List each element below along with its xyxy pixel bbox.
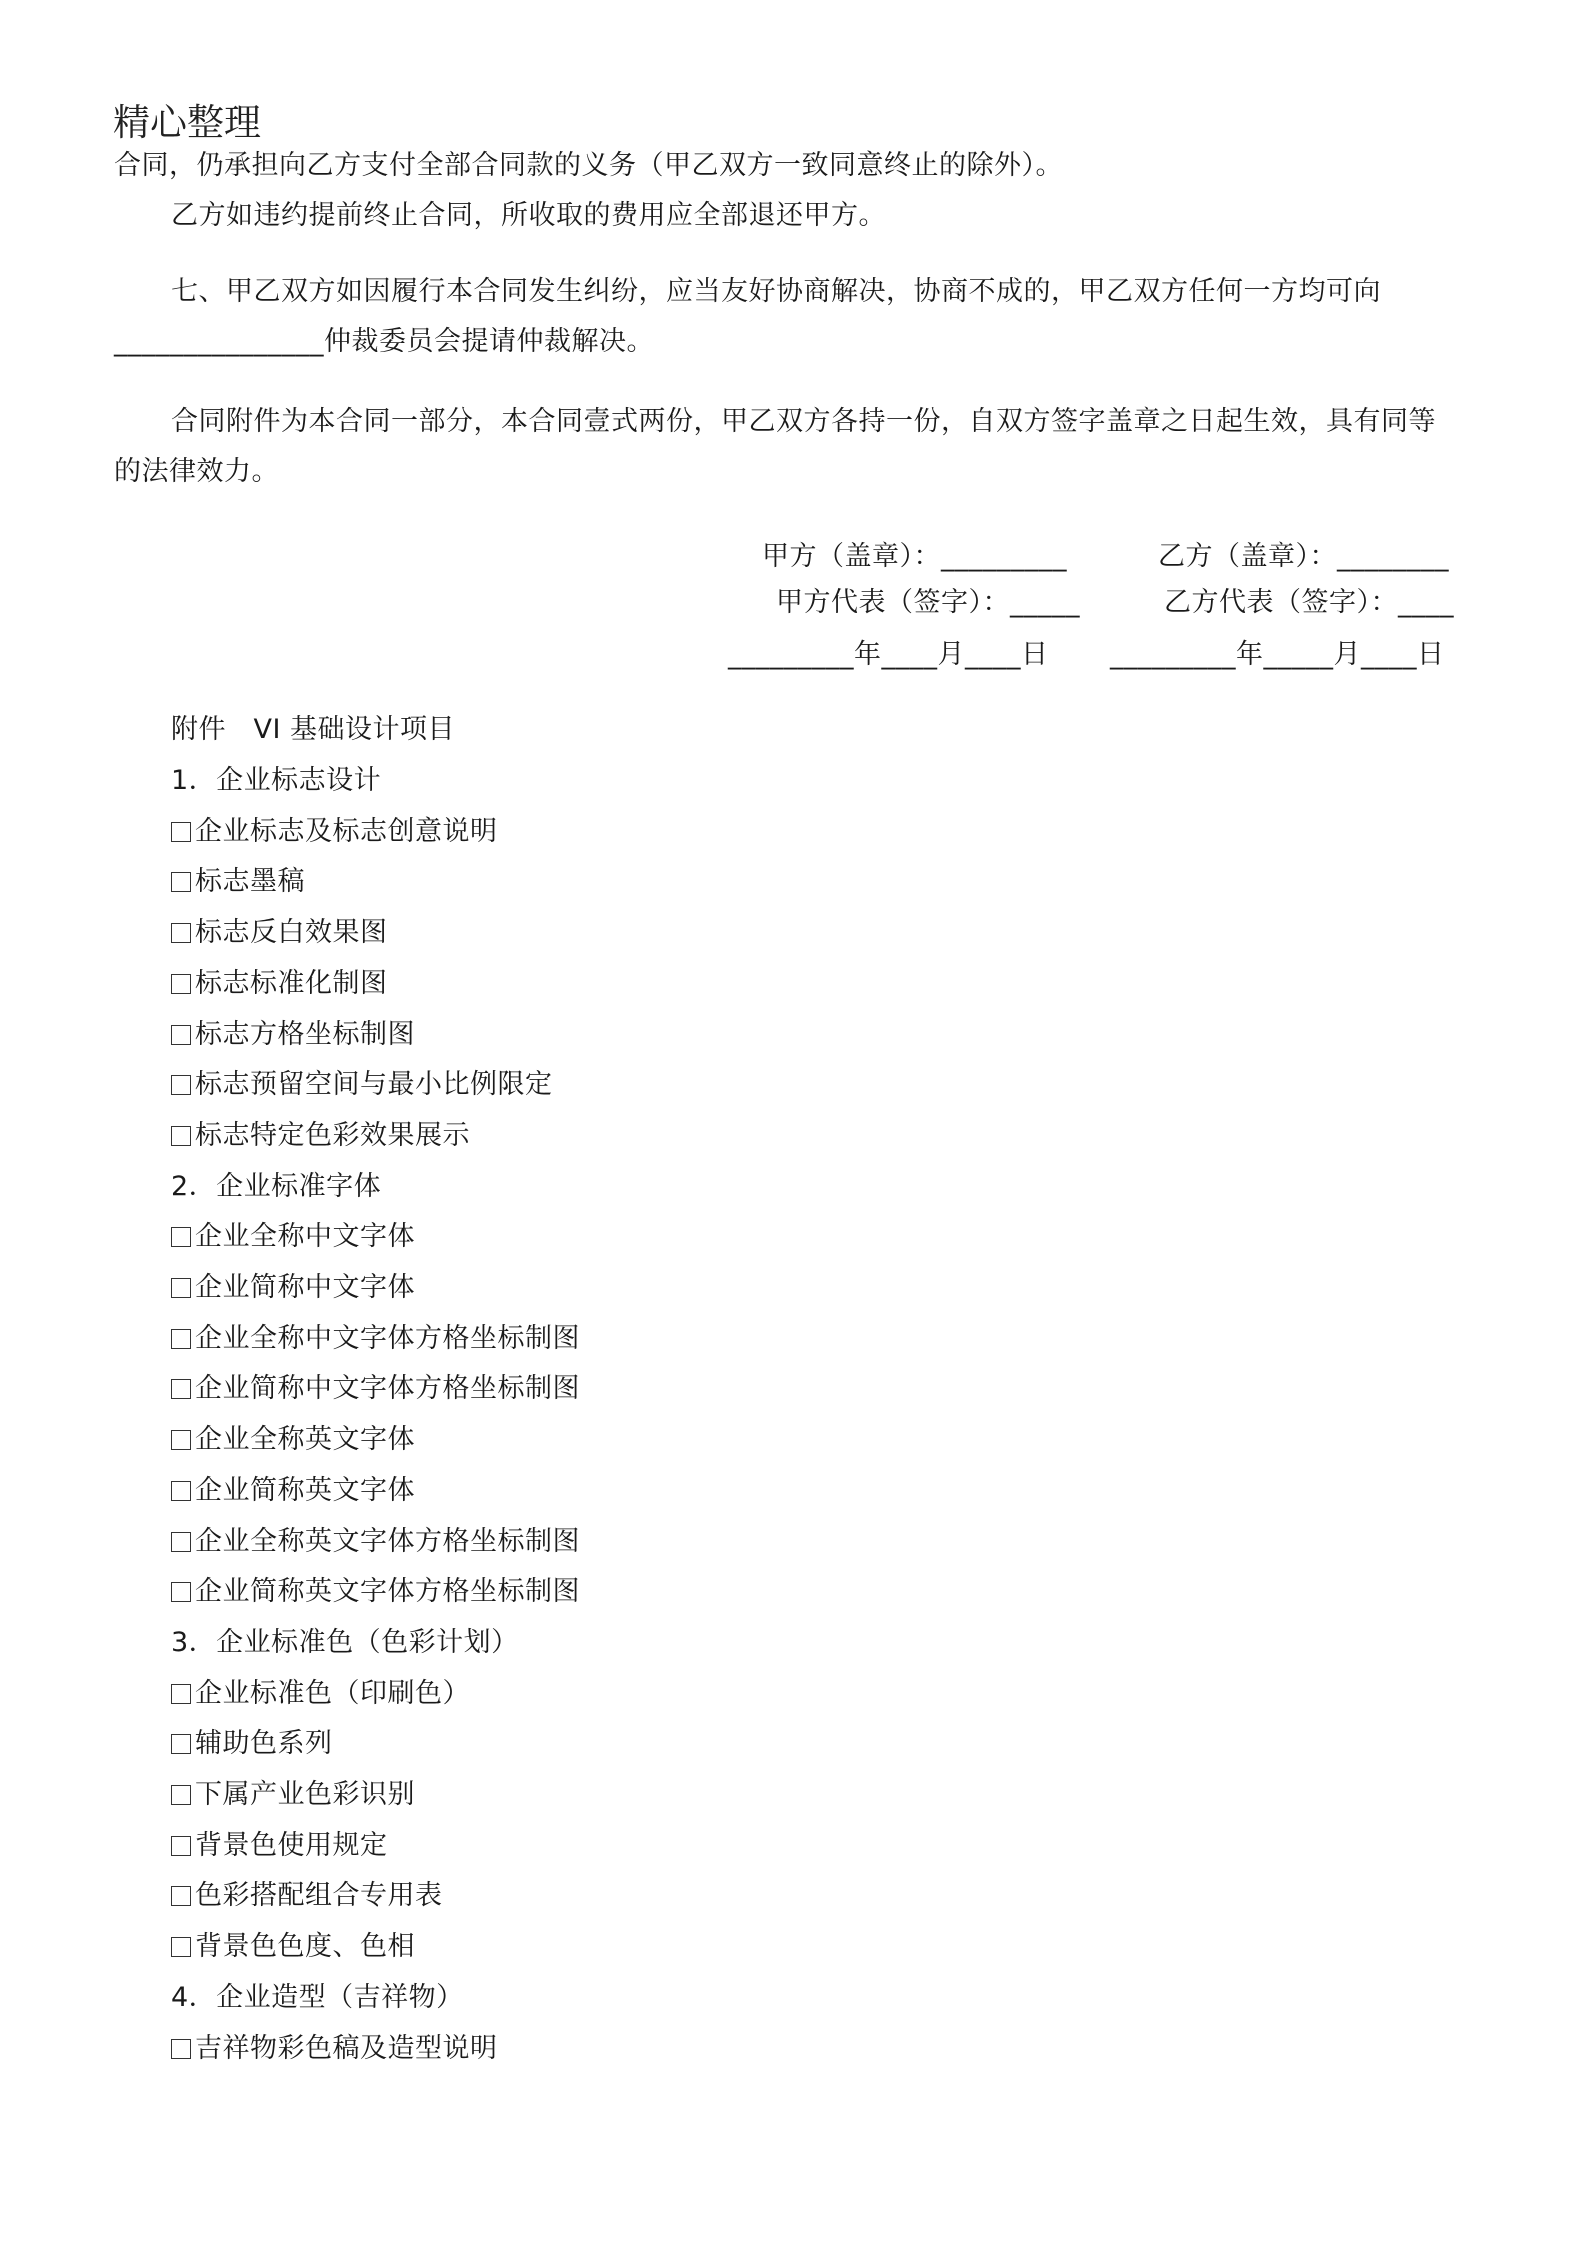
checklist-item-label: 企业简称英文字体 [195, 1474, 415, 1506]
checklist-item-label: 吉祥物彩色稿及造型说明 [195, 2032, 498, 2064]
checkbox-icon [171, 1025, 191, 1045]
checkbox-icon [171, 923, 191, 943]
section-heading-label: 1．企业标志设计 [171, 765, 382, 796]
checklist-item [171, 961, 388, 1000]
checklist-item-label: 企业全称中文字体 [195, 1221, 415, 1253]
checkbox-icon [171, 1836, 191, 1856]
checkbox-icon [171, 1329, 191, 1349]
party-b-date: _________年_____月____日 [1110, 639, 1445, 670]
checkbox-icon [171, 822, 191, 842]
checklist-item-label: 标志预留空间与最小比例限定 [195, 1069, 553, 1101]
checklist-item-label: 企业简称英文字体方格坐标制图 [195, 1576, 580, 1608]
checkbox-icon [171, 1379, 191, 1399]
checklist-item [171, 1721, 333, 1760]
checkbox-icon [171, 1684, 191, 1704]
checklist-item [171, 1366, 580, 1405]
contract-paragraph-4-line-2: 的法律效力。 [114, 456, 279, 487]
checklist-item [171, 859, 305, 898]
checkbox-icon [171, 1734, 191, 1754]
checklist-item-label: 下属产业色彩识别 [195, 1779, 415, 1810]
checklist-item [171, 2026, 498, 2065]
checklist-item [171, 1772, 415, 1811]
checkbox-icon [171, 1430, 191, 1450]
checklist-item [171, 1569, 580, 1608]
checklist-item [171, 1316, 580, 1355]
header-mark: 精心整理 [113, 101, 261, 144]
checklist-item [171, 1012, 415, 1051]
checklist-item [171, 1062, 553, 1101]
checkbox-icon [171, 1937, 191, 1957]
party-b-representative: 乙方代表（签字）：____ [1164, 587, 1454, 618]
party-a-representative: 甲方代表（签字）：_____ [776, 587, 1080, 618]
party-b-seal: 乙方（盖章）：________ [1158, 541, 1449, 572]
checklist-item [171, 1113, 470, 1152]
section-heading [171, 1620, 519, 1659]
checklist-item [171, 1214, 415, 1253]
checklist-item [171, 1519, 580, 1558]
section-heading-label: 2．企业标准字体 [171, 1170, 382, 1202]
section-heading [171, 1975, 464, 2014]
checkbox-icon [171, 974, 191, 994]
checklist-item [171, 1924, 415, 1963]
checklist-item-label: 标志墨稿 [195, 866, 305, 898]
checkbox-icon [171, 1886, 191, 1906]
contract-paragraph-2: 乙方如违约提前终止合同，所收取的费用应全部退还甲方。 [171, 200, 886, 231]
checklist-item-label: 企业标准色（印刷色） [195, 1677, 470, 1709]
checklist-item [171, 1468, 415, 1507]
checklist-item-label: 辅助色系列 [195, 1728, 333, 1760]
checklist-item-label: 色彩搭配组合专用表 [195, 1880, 443, 1912]
contract-paragraph-4-line-1: 合同附件为本合同一部分，本合同壹式两份，甲乙双方各持一份，自双方签字盖章之日起生效，具有同等 [171, 406, 1436, 437]
checkbox-icon [171, 1532, 191, 1552]
checklist-item-label: 企业简称中文字体 [195, 1272, 415, 1303]
checkbox-icon [171, 1075, 191, 1095]
checkbox-icon [171, 1785, 191, 1805]
contract-paragraph-3-line-1: 七、甲乙双方如因履行本合同发生纠纷，应当友好协商解决，协商不成的，甲乙双方任何一方均可向 [171, 276, 1381, 307]
section-heading [171, 1164, 381, 1203]
checklist-item-label: 背景色色度、色相 [195, 1931, 415, 1963]
checkbox-icon [171, 1227, 191, 1247]
checklist-item-label: 企业全称中文字体方格坐标制图 [195, 1322, 580, 1354]
checklist-item-label: 标志特定色彩效果展示 [195, 1119, 470, 1151]
checklist-item [171, 809, 498, 848]
checkbox-icon [171, 1278, 191, 1298]
checklist-item-label: 背景色使用规定 [195, 1829, 388, 1861]
checklist-item [171, 1417, 415, 1456]
checklist-item-label: 标志反白效果图 [195, 917, 388, 949]
checklist-item-label: 企业标志及标志创意说明 [195, 815, 498, 847]
party-a-seal: 甲方（盖章）：_________ [762, 541, 1067, 572]
checklist-item-label: 企业全称英文字体 [195, 1424, 415, 1456]
contract-paragraph-3-line-2: _______________仲裁委员会提请仲裁解决。 [114, 326, 654, 357]
checklist-item [171, 910, 388, 949]
checklist-item-label: 标志标准化制图 [195, 967, 388, 999]
checkbox-icon [171, 2039, 191, 2059]
checkbox-icon [171, 1582, 191, 1602]
checkbox-icon [171, 872, 191, 892]
checklist-item-label: 企业简称中文字体方格坐标制图 [195, 1373, 580, 1405]
checkbox-icon [171, 1481, 191, 1501]
checklist-item-label: 标志方格坐标制图 [195, 1018, 415, 1050]
section-heading [171, 758, 381, 797]
party-a-date: _________年____月____日 [728, 639, 1049, 670]
checkbox-icon [171, 1126, 191, 1146]
contract-paragraph-1: 合同，仍承担向乙方支付全部合同款的义务（甲乙双方一致同意终止的除外）。 [114, 150, 1063, 181]
checklist-item [171, 1873, 443, 1912]
checklist-item [171, 1671, 470, 1710]
section-heading-label: 3．企业标准色（色彩计划） [171, 1626, 519, 1658]
attachment-title: 附件 VI 基础设计项目 [171, 714, 456, 745]
checklist-item-label: 企业全称英文字体方格坐标制图 [195, 1525, 580, 1557]
section-heading-label: 4．企业造型（吉祥物） [171, 1981, 464, 2013]
checklist-item [171, 1265, 415, 1304]
checklist-item [171, 1823, 388, 1862]
